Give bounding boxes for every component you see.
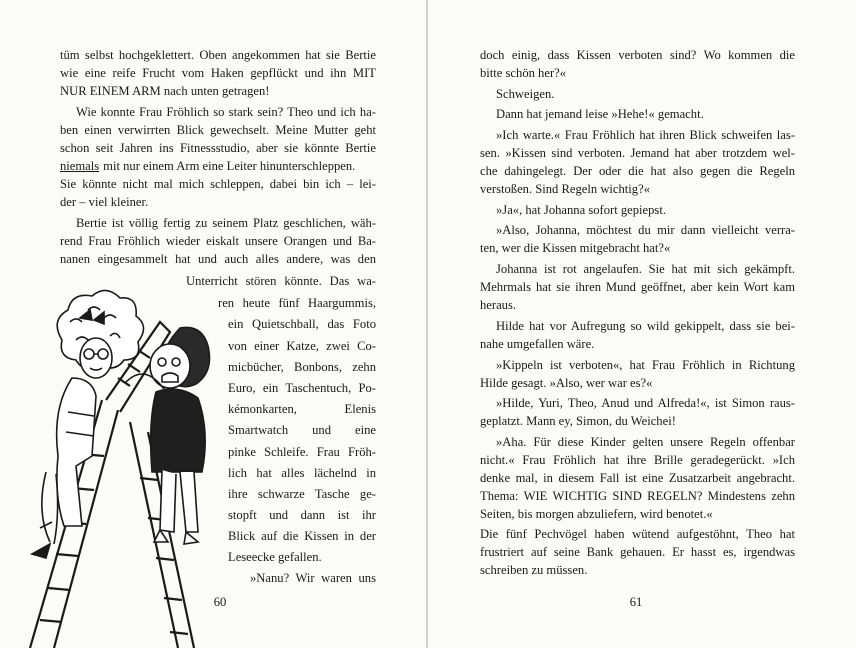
- text-line: ihre schwarze Tasche ge-: [228, 487, 376, 501]
- text-line: rend Frau Fröhlich wieder eiskalt unsere Orangen und Ba-: [60, 234, 376, 248]
- text-line: Johanna ist rot angelaufen. Sie hat mit sich gekämpft.: [496, 262, 795, 276]
- text-line: ben einen verwirrten Blick gewechselt. Meine Mutter geht: [60, 123, 376, 137]
- text-line: Mehrmals hat sie ihren Mund geöffnet, aber kein Wort kam: [480, 280, 795, 294]
- text-line: »Also, Johanna, möchtest du mir dann vielleicht verra-: [496, 223, 795, 237]
- text-line: »Ich warte.« Frau Fröhlich hat ihren Blick schweifen las-: [496, 128, 795, 142]
- text-line: nicht.« Frau Fröhlich hat ihre Brille geradegerückt. »Ich: [480, 453, 795, 467]
- text-line: ein Quietschball, das Foto: [228, 317, 376, 331]
- text-line: Bertie ist völlig fertig zu seinem Platz geschlichen, wäh-: [76, 216, 376, 230]
- text-line: micbücher, Bonbons, zehn: [228, 360, 376, 374]
- text-line: sen. »Kissen sind verboten. Jemand hat aber trotzdem wel-: [480, 146, 795, 160]
- text-line: Thema: WIE WICHTIG SIND REGELN? Mindestens zehn: [480, 489, 795, 503]
- text-line: Blick auf die Kissen in der: [228, 529, 376, 543]
- underlined-word: niemals: [60, 159, 100, 173]
- text-line: kémonkarten, Elenis: [228, 402, 376, 416]
- text-line: NUR EINEM ARM nach unten getragen!: [60, 84, 270, 98]
- text-line: »Kippeln ist verboten«, hat Frau Fröhlich in Richtung: [496, 358, 795, 372]
- text-line: frustriert auf seine Bank gehauen. Er hasst es, irgendwas: [480, 545, 795, 559]
- text-line: Dann hat jemand leise »Hehe!« gemacht.: [496, 107, 704, 121]
- text-line: verstoßen. Sind Regeln wichtig?«: [480, 182, 650, 196]
- text-line: ren heute fünf Haargummis,: [218, 296, 376, 310]
- text-line: »Ja«, hat Johanna sofort gepiepst.: [496, 203, 666, 217]
- text-line: »Hilde, Yuri, Theo, Anud und Alfreda!«, ist Simon raus-: [496, 396, 795, 410]
- text-line: der – viel kleiner.: [60, 195, 149, 209]
- text-line: Schweigen.: [496, 87, 555, 101]
- text-line: Smartwatch und eine: [228, 423, 376, 437]
- text-line: mit nur einem Arm eine Leiter hinunterschleppen.: [103, 159, 356, 173]
- text-line: stopft und dann ist ihr: [228, 508, 376, 522]
- ladder-illustration: [10, 282, 220, 648]
- text-line: Sie könnte nicht mal mich schleppen, dabei bin ich – lei-: [60, 177, 376, 191]
- text-line: Euro, ein Taschentuch, Po-: [228, 381, 376, 395]
- text-line-with-emphasis: [60, 158, 376, 174]
- text-line: Die fünf Pechvögel haben wütend aufgestöhnt, Theo hat: [480, 527, 795, 541]
- left-page: [0, 0, 426, 648]
- text-line: Seiten, bis morgen abzuliefern, wird benotet.«: [480, 507, 713, 521]
- text-line: »Aha. Für diese Kinder gelten unsere Regeln offenbar: [496, 435, 795, 449]
- text-line: Hilde gesagt. »Also, wer war es?«: [480, 376, 653, 390]
- text-line: nahe umgefallen wäre.: [480, 337, 595, 351]
- text-line: denke mal, in diesem Fall ist eine Zusatzarbeit angebracht.: [480, 471, 795, 485]
- text-line: doch einig, dass Kissen verboten sind? Wo kommen die: [480, 48, 795, 62]
- text-line: »Nanu? Wir waren uns: [250, 571, 376, 585]
- text-line: Leseecke gefallen.: [228, 550, 322, 564]
- text-line: bitte schön her?«: [480, 66, 567, 80]
- text-line: Unterricht stören könnte. Das wa-: [186, 274, 376, 288]
- text-line: lich hat alles lächelnd in: [228, 466, 376, 480]
- text-line: Wie konnte Frau Fröhlich so stark sein? Theo und ich ha-: [76, 105, 376, 119]
- text-line: geplatzt. Mann ey, Simon, du Weichei!: [480, 414, 676, 428]
- text-line: heraus.: [480, 298, 517, 312]
- text-line: von einer Katze, zwei Co-: [228, 339, 376, 353]
- text-line: Hilde hat vor Aufregung so wild gekippelt, dass sie bei-: [496, 319, 795, 333]
- text-line: ten, wer die Kissen mitgebracht hat?«: [480, 241, 671, 255]
- text-line: schon seit Jahren ins Fitnessstudio, aber sie könnte Bertie: [60, 141, 376, 155]
- text-line: nanen eingesammelt hat und auch alles andere, was den: [60, 252, 376, 266]
- text-line: wie eine reife Frucht vom Haken gepflückt und ihn MIT: [60, 66, 376, 80]
- page-number: 61: [629, 595, 643, 609]
- text-line: che dahingelegt. Der oder die hat also gegen die Regeln: [480, 164, 795, 178]
- text-line: schreiben zu müssen.: [480, 563, 588, 577]
- right-page: [428, 0, 856, 648]
- text-line: tüm selbst hochgeklettert. Oben angekommen hat sie Bertie: [60, 48, 376, 62]
- page-number: 60: [213, 595, 227, 609]
- text-line: pinke Schleife. Frau Fröh-: [228, 445, 376, 459]
